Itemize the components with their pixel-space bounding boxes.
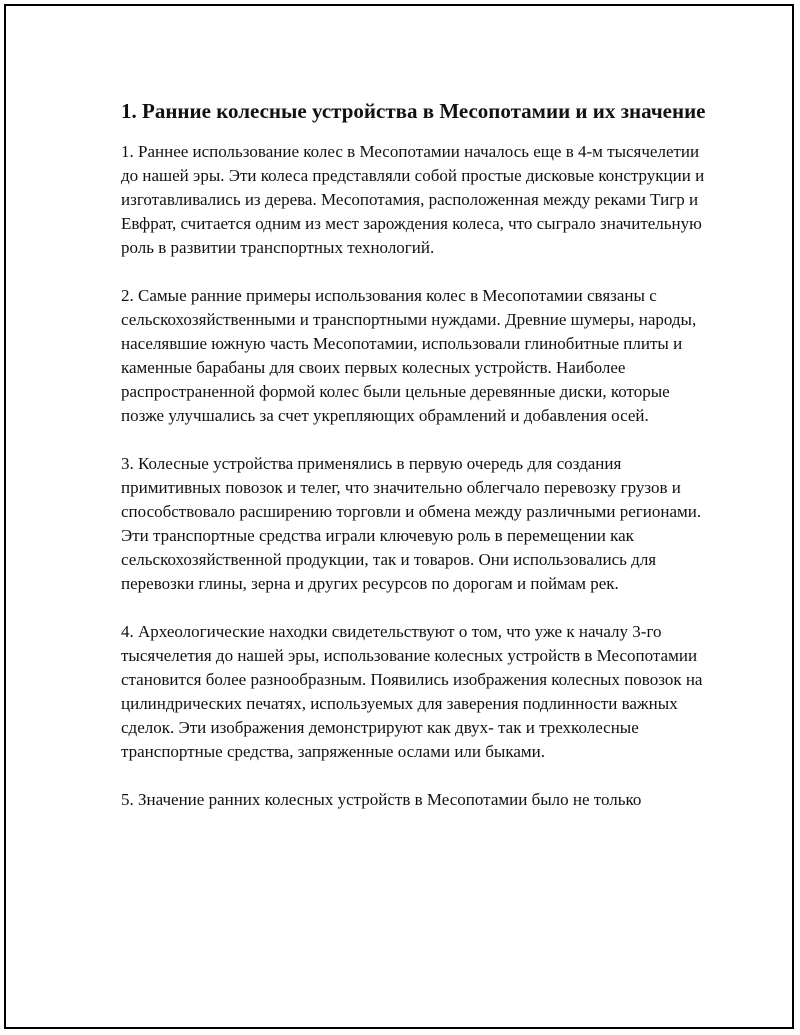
paragraph-5: 5. Значение ранних колесных устройств в Месопотамии было не только	[121, 790, 642, 809]
paragraph-1: 1. Раннее использование колес в Месопотамии началось еще в 4-м тысячелетии до нашей эры. Эти колеса представляли собой простые дисковые конструкции и изготавливались из дерева. Месопотамия, расположенная между реками Тигр и Евфрат, считается одним из мест зарождения колеса, что сыграло значительную роль в развитии транспортных технологий.	[121, 142, 705, 257]
document-body	[121, 97, 711, 836]
document-page	[4, 4, 794, 1029]
document-title: 1. Ранние колесные устройства в Месопотамии и их значение	[121, 99, 706, 123]
paragraph-2: 2. Самые ранние примеры использования колес в Месопотамии связаны с сельскохозяйственными и транспортными нуждами. Древние шумеры, народы, населявшие южную часть Месопотамии, использовали глинобитные плиты и каменные барабаны для своих первых колесных устройств. Наиболее распространенной формой колес были цельные деревянные диски, которые позже улучшались за счет укрепляющих обрамлений и добавления осей.	[121, 286, 697, 425]
paragraph-4: 4. Археологические находки свидетельствуют о том, что уже к началу 3-го тысячелетия до нашей эры, использование колесных устройств в Месопотамии становится более разнообразным. Появились изображения колесных повозок на цилиндрических печатях, используемых для заверения подлинности важных сделок. Эти изображения демонстрируют как двух- так и трехколесные транспортные средства, запряженные ослами или быками.	[121, 622, 703, 761]
paragraph-3: 3. Колесные устройства применялись в первую очередь для создания примитивных повозок и телег, что значительно облегчало перевозку грузов и способствовало расширению торговли и обмена между различными регионами. Эти транспортные средства играли ключевую роль в перемещении как сельскохозяйственной продукции, так и товаров. Они использовались для перевозки глины, зерна и других ресурсов по дорогам и поймам рек.	[121, 454, 702, 593]
